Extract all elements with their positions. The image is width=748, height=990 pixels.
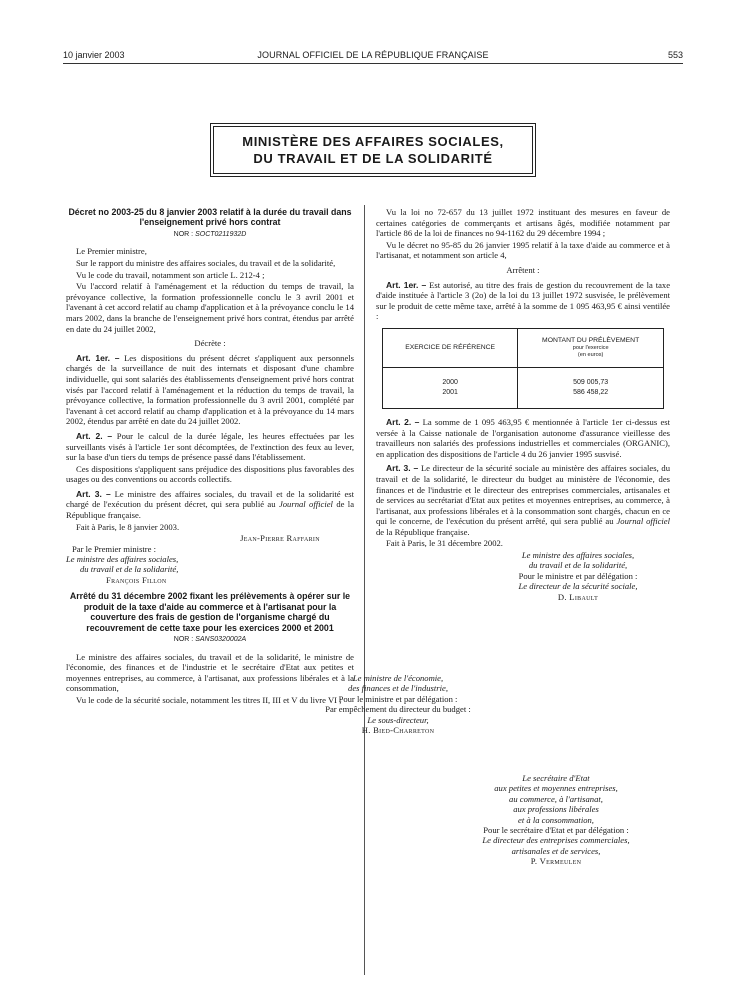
sig-title: aux professions libérales [513, 804, 599, 815]
journal-title: JOURNAL OFFICIEL DE LA RÉPUBLIQUE FRANÇAISE [257, 50, 489, 60]
sig-name: P. Vermeulen [530, 856, 582, 867]
table-cell-amounts [518, 367, 664, 408]
table-cell-years [383, 367, 518, 408]
minister-title-line-1: Le ministre des affaires sociales, [66, 554, 179, 565]
table-row [383, 367, 664, 408]
page-number: 553 [667, 50, 683, 60]
sig-delegation: Pour le secrétaire d'Etat et par délégation : [483, 825, 629, 836]
sig-role: Le directeur des entreprises commerciales, [482, 835, 630, 846]
levy-table [382, 328, 664, 409]
decree-1-intro-1: Le Premier ministre, [76, 246, 147, 257]
sig-title: Le ministre des affaires sociales, [521, 550, 635, 561]
nor-value: SANS0320002A [195, 635, 247, 643]
decree-1-article-1 [66, 353, 354, 427]
article-text: Le ministre des affaires sociales, du travail et de la solidarité est chargé de l'exécution du présent décret, qui sera publié au [66, 488, 354, 510]
sig-title: et à la consommation, [518, 814, 594, 825]
decree-2-arretent: Arrêtent : [506, 264, 540, 275]
article-text: Les dispositions du présent décret s'appliquent aux personnels chargés de la surveillance de nuit des internats et disposant d'une chambre individuelle, qui sont salariés des établissements d'enseignement privé hors contrat visés par l'accord relatif à l'aménagement et la réduction du temps de travail, la prévoyance collective, la formation professionnelle du 3 avril 2001, complété par l'avenant à cet accord relatif au champ d'application et à la prévoyance du 14 mars 2002, étendus par arrêté en date du 24 juillet 2002. [66, 352, 354, 427]
sig-title: aux petites et moyennes entreprises, [494, 783, 618, 794]
article-text: Est autorisé, au titre des frais de gestion du recouvrement de la taxe d'aide instituée à l'article 3 (2o) de la loi du 13 juillet 1972 susvisée, le prélèvement sur le produit de cette même taxe, arrêté à la somme de 1 095 463,95 € ainsi ventilée : [376, 279, 671, 322]
ministry-heading-box [213, 126, 533, 174]
left-column [66, 207, 354, 706]
amount-header-sub-1: pour l'exercice [572, 345, 609, 352]
decree-2-article-1 [376, 280, 670, 322]
ministry-heading-line-2: DU TRAVAIL ET DE LA SOLIDARITÉ [253, 151, 493, 166]
decree-2-vu-law: Vu la loi no 72-657 du 13 juillet 1972 instituant des mesures en faveur de certaines catégories de commerçants et artisans âgés, modifiée notamment par l'article 86 de la loi de finances no 94-1162 du 29 décembre 1994 ; [376, 207, 670, 239]
table-cell-amount: 509 005,73 [573, 378, 609, 386]
sig-title: au commerce, à l'artisanat, [509, 793, 603, 804]
table-header-amount [518, 328, 664, 367]
nor-label: NOR : [173, 635, 194, 643]
article-text-end: de la République française. [66, 499, 355, 521]
decree-2-nor [66, 635, 354, 646]
decree-2-title: Arrêté du 31 décembre 2002 fixant les prélèvements à opérer sur le produit de la taxe d'aide au commerce et à l'artisanat pour la couverture des frais de gestion de l'organisme chargé du recouvrement de cette taxe pour les exercices 2000 et 2001 [69, 591, 351, 633]
nor-label: NOR : [173, 230, 194, 238]
decree-1-minister-signature [66, 554, 354, 585]
article-label: Art. 1er. – [386, 279, 427, 290]
decree-1-intro-4: Vu l'accord relatif à l'aménagement et la réduction du temps de travail, la prévoyance collective, la formation professionnelle conclu le 3 avril 2001 et l'avenant à cet accord relatif au champ d'application et à la prévoyance conclu le 14 mars 2002, dans la branche de l'enseignement privé hors contrat, étendus par arrêté en date du 24 juillet 2002, [66, 281, 354, 334]
article-label: Art. 3. – [76, 488, 111, 499]
article-label: Art. 3. – [386, 463, 419, 474]
decree-2-done: Fait à Paris, le 31 décembre 2002. [386, 538, 503, 549]
decree-2-article-3 [376, 463, 670, 537]
signer-name: Jean-Pierre Raffarin [240, 533, 320, 544]
journal-reference: Journal officiel [616, 516, 670, 527]
page-header [63, 50, 683, 64]
nor-value: SOCT0211932D [195, 230, 247, 238]
article-text-end: de la République française. [376, 526, 470, 537]
header-rule [63, 63, 683, 64]
decree-2-intro-2: Vu le code de la sécurité sociale, notamment les titres II, III et V du livre VI ; [76, 694, 342, 705]
table-header-year: EXERCICE DE RÉFÉRENCE [383, 328, 518, 367]
sig-role: Le directeur de la sécurité sociale, [518, 581, 638, 592]
sig-role: artisanales et de services, [511, 845, 601, 856]
signature-block-1 [376, 550, 670, 602]
sig-impediment: Par empêchement du directeur du budget : [325, 704, 471, 715]
decree-1-title: Décret no 2003-25 du 8 janvier 2003 relatif à la durée du travail dans l'enseignement privé hors contrat [68, 207, 352, 228]
signature-block-3 [436, 773, 676, 867]
decree-1-article-2 [66, 431, 354, 463]
issue-date: 10 janvier 2003 [63, 50, 125, 60]
decree-2-vu-decree: Vu le décret no 95-85 du 26 janvier 1995 relatif à la taxe d'aide au commerce et à l'artisanat, et notamment son article 4, [376, 239, 670, 261]
column-divider [364, 205, 365, 975]
decree-1-intro-3: Vu le code du travail, notamment son article L. 212-4 ; [76, 269, 265, 280]
article-label: Art. 2. – [386, 416, 420, 427]
sig-title: Le secrétaire d'Etat [522, 773, 590, 783]
article-text: La somme de 1 095 463,95 € mentionnée à l'article 1er ci-dessus est versée à la Caisse nationale de l'organisation autonome d'assurance vieillesse des travailleurs non salariés des professions industrielles et commerciales (ORGANIC), en application des dispositions de l'article 4 du 26 janvier 1995 susvisé. [376, 416, 670, 459]
decree-2-intro-1: Le ministre des affaires sociales, du travail et de la solidarité, le ministre de l'économie, des finances et de l'industrie et le secrétaire d'Etat aux petites et moyennes entreprises, au commerce, à l'artisanat, aux professions libérales et à la consommation, [66, 651, 354, 694]
table-cell-year: 2000 [442, 378, 458, 386]
right-column [376, 207, 670, 602]
signature-block-2 [248, 673, 548, 735]
article-label: Art. 2. – [76, 430, 113, 441]
decree-1-decrete: Décrète : [194, 338, 226, 349]
ministry-heading-line-1: MINISTÈRE DES AFFAIRES SOCIALES, [242, 134, 504, 149]
decree-1-article-3 [66, 489, 354, 521]
decree-1-signer [66, 533, 354, 543]
decree-1-done: Fait à Paris, le 8 janvier 2003. [76, 521, 180, 532]
sig-role: Le sous-directeur, [367, 714, 429, 725]
table-cell-amount: 586 458,22 [573, 388, 609, 396]
decree-1-by-pm: Par le Premier ministre : [72, 543, 157, 554]
sig-name: D. Libault [557, 591, 599, 602]
table-cell-year: 2001 [442, 388, 458, 396]
amount-header-sub-2: (en euros) [577, 351, 604, 358]
minister-title-line-2: du travail et de la solidarité, [80, 564, 179, 575]
decree-1-article-2-cont: Ces dispositions s'appliquent sans préjudice des dispositions plus favorables des usages ou des conventions ou accords collectifs. [66, 463, 354, 485]
sig-name: H. Bied-Charreton [361, 725, 435, 736]
sig-title: Le ministre de l'économie, [352, 673, 444, 683]
decree-2-article-2 [376, 417, 670, 459]
minister-name: François Fillon [106, 574, 167, 585]
sig-delegation: Pour le ministre et par délégation : [338, 693, 458, 704]
article-text: Le directeur de la sécurité sociale au ministère des affaires sociales, du travail et de la solidarité, le directeur du budget au ministère de l'économie, des finances et de l'industrie et le directeur des entreprises commerciales, artisanales et de services au secrétariat d'Etat aux petites et moyennes entreprises, au commerce, à l'artisanat, aux professions libérales et à la consommation sont chargés, chacun en ce qui le concerne, de l'exécution du présent arrêté, qui sera publié au [376, 463, 670, 527]
sig-title: des finances et de l'industrie, [348, 683, 448, 694]
article-label: Art. 1er. – [76, 352, 120, 363]
sig-title: du travail et de la solidarité, [528, 560, 628, 571]
decree-1-nor [66, 230, 354, 241]
journal-reference: Journal officiel [278, 499, 333, 510]
amount-header-label: MONTANT DU PRÉLÈVEMENT [542, 337, 640, 345]
decree-1-intro-2: Sur le rapport du ministre des affaires sociales, du travail et de la solidarité, [76, 258, 336, 268]
article-text: Pour le calcul de la durée légale, les heures effectuées par les surveillants visés à l'article 1er sont décomptées, de l'extinction des feux au lever, sur la base d'un tiers du temps de présence passé dans l'établissement. [66, 430, 354, 463]
sig-delegation: Pour le ministre et par délégation : [518, 570, 638, 581]
